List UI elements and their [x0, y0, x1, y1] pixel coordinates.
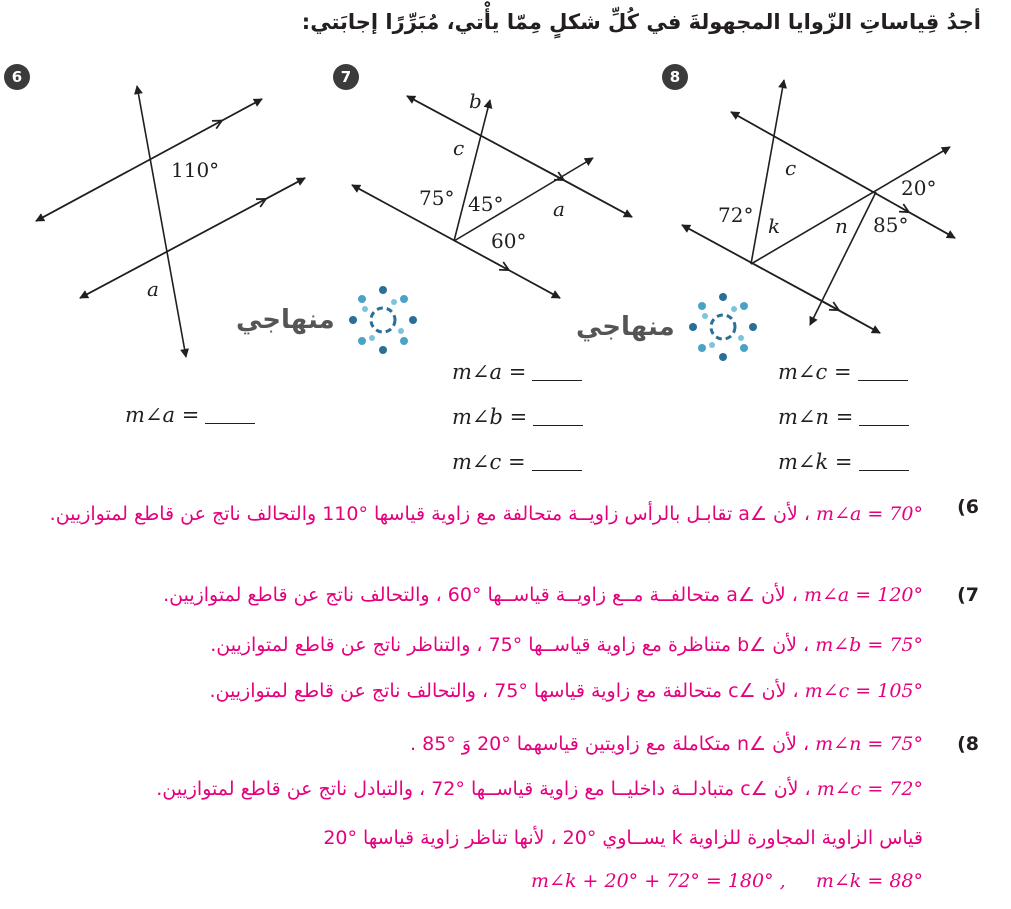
- watermark: [236, 283, 423, 357]
- angle-label-k: k: [768, 214, 781, 238]
- angle-label-20: 20°: [901, 176, 937, 200]
- blank-6-a: m∠a =: [125, 403, 255, 427]
- angle-label-110: 110°: [171, 158, 220, 182]
- answer-7-line-3: m∠c = 105° ، لأن ∠c متحالفة مع زاوية قياسها °75 ، والتحالف ناتج عن قاطع لمتوازيين.: [209, 680, 923, 702]
- answer-6: [40, 496, 979, 576]
- blank-7-c: m∠c =: [452, 450, 582, 474]
- answer-explanation: ، لأن ∠a تقابـل بالرأس زاويــة متحالفة مع زاوية قياسها °110 والتحالف ناتج عن قاطع لمتوازيين.: [49, 503, 810, 525]
- angle-label-45: 45°: [468, 192, 504, 216]
- answer-8-line-3: قياس الزاوية المجاورة للزاوية k يســاوي °20 ، لأنها تناظر زاوية قياسها °20: [323, 827, 923, 849]
- answer-7-line-1: 7) m∠a = 120° ، لأن ∠a متحالفــة مــع زاويــة قياســها °60 ، والتحالف ناتج عن قاطع لمتوازيين.: [163, 584, 979, 606]
- transversal-b: [454, 100, 490, 241]
- transversal-n: [810, 192, 876, 325]
- manhaji-logo-icon: [343, 283, 423, 357]
- transversal-k: [751, 147, 950, 264]
- blank-7-b: m∠b =: [452, 405, 583, 429]
- exercise-heading: أجدُ قِياساتِ الزّوايا المجهولةَ في كُلِّ شكلٍ مِمّا يأْتي، مُبَرِّرًا إجابَتي:: [301, 10, 981, 34]
- angle-label-60: 60°: [491, 229, 527, 253]
- blank-8-n: m∠n =: [778, 405, 909, 429]
- exercise-badge-7: 7: [333, 64, 359, 90]
- answer-8-line-1: 8) m∠n = 75° ، لأن ∠n متكاملة مع زاويتين قياسهما °20 وَ °85 .: [410, 733, 979, 755]
- answer-7-line-2: m∠b = 75° ، لأن ∠b متناظرة مع زاوية قياســها °75 ، والتناظر ناتج عن قاطع لمتوازيين.: [210, 634, 923, 656]
- exercise-badge-6: 6: [4, 64, 30, 90]
- angle-label-75: 75°: [419, 186, 455, 210]
- answer-6-text: [43, 496, 923, 532]
- exercise-badge-8: 8: [662, 64, 688, 90]
- angle-label-a: a: [147, 277, 159, 301]
- answer-8-line-4: m∠k + 20° + 72° = 180° , m∠k = 88°: [531, 870, 923, 892]
- angle-label-a: a: [553, 197, 565, 221]
- answer-math: m∠a = 70°: [816, 503, 923, 525]
- watermark-text: منهاجي: [576, 312, 675, 342]
- blank-7-a: m∠a =: [452, 360, 582, 384]
- blank-8-c: m∠c =: [778, 360, 908, 384]
- angle-label-85: 85°: [873, 213, 909, 237]
- manhaji-logo-icon: [683, 290, 763, 364]
- answer-number: 7): [957, 584, 979, 606]
- angle-label-b: b: [469, 89, 482, 113]
- watermark: [576, 290, 763, 364]
- angle-label-c: c: [785, 156, 797, 180]
- blank-8-k: m∠k =: [778, 450, 909, 474]
- answer-number: 8): [957, 733, 979, 755]
- transversal-line: [137, 86, 186, 357]
- answer-8-line-2: m∠c = 72° ، لأن ∠c متبادلــة داخليــا مع زاوية قياســها °72 ، والتبادل ناتج عن قاطع لمتوازيين.: [156, 778, 923, 800]
- angle-label-72: 72°: [718, 203, 754, 227]
- angle-label-n: n: [835, 214, 848, 238]
- watermark-text: منهاجي: [236, 305, 335, 335]
- answer-number: 6): [957, 496, 979, 518]
- angle-label-c: c: [453, 136, 465, 160]
